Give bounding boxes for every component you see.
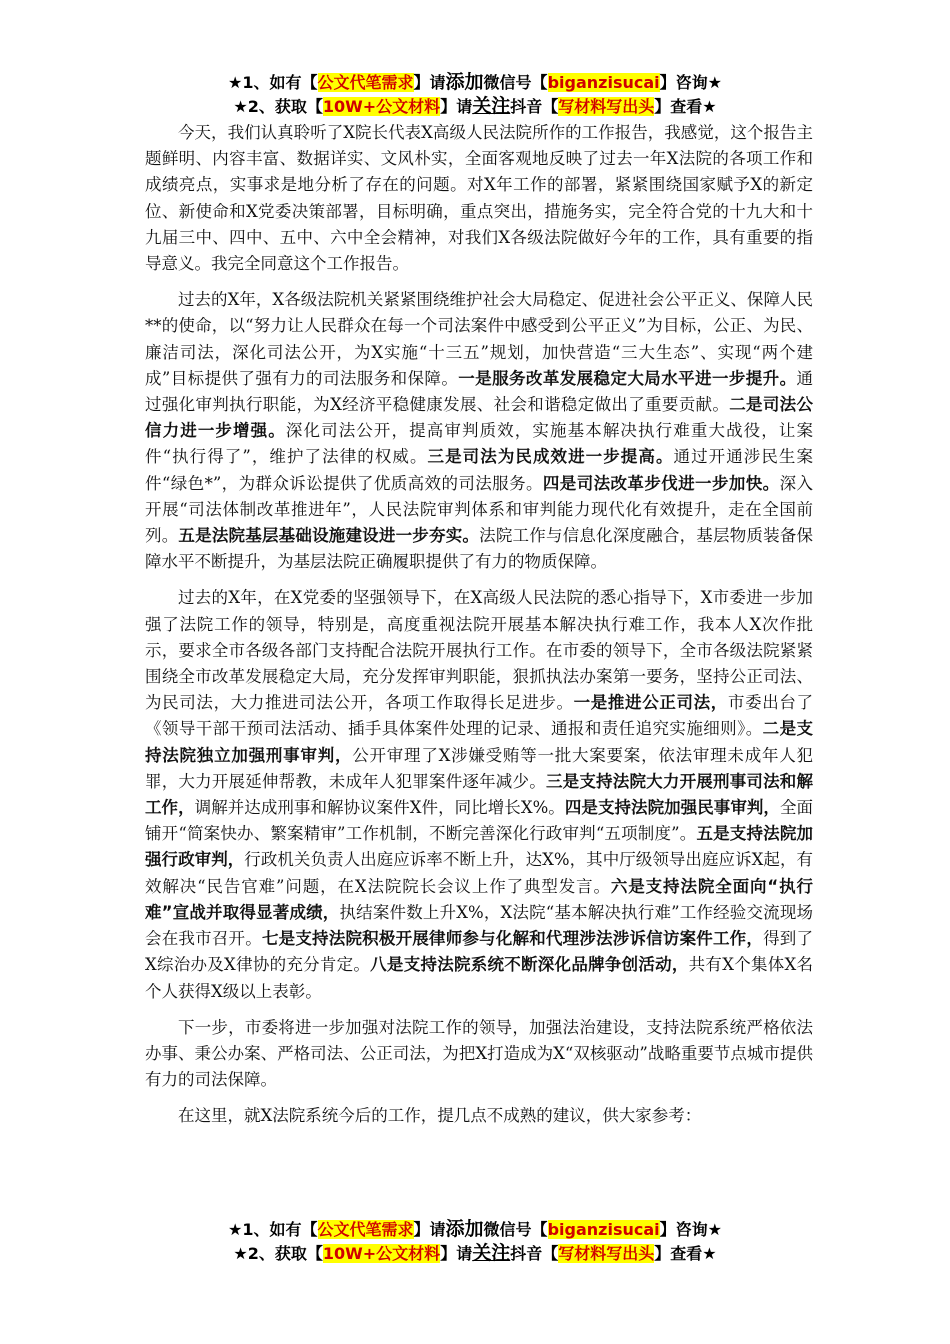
promo-line-douyin-footer bbox=[0, 1241, 950, 1266]
promo-text: 】请 bbox=[413, 1220, 446, 1239]
point-heading: 二是司法公信力进一步增强。 bbox=[145, 395, 814, 441]
point-heading: 六是支持法院全面向“执行难”宣战并取得显著成绩， bbox=[145, 876, 813, 922]
promo-emphasis: 关注 bbox=[472, 1242, 511, 1264]
promo-emphasis: 添加 bbox=[445, 71, 484, 93]
promo-text: ★1、如有【 bbox=[228, 1220, 318, 1239]
promo-emphasis: 添加 bbox=[445, 1218, 484, 1240]
point-heading: 四是支持法院加强民事审判， bbox=[564, 798, 780, 818]
paragraph-opening: 今天，我们认真聆听了X院长代表X高级人民法院所作的工作报告，我感觉，这个报告主题鲜明、内容丰富、数据详实、文风朴实，全面客观地反映了过去一年X法院的各项工作和成绩亮点，实事求是地分析了存在的问题。对X年工作的部署，紧紧围绕国家赋予X的新定位、新使命和X党委决策部署，目标明确，重点突出，措施务实，完全符合党的十九大和十九届三中、四中、五中、六中全会精神，对我们X各级法院做好今年的工作，具有重要的指导意义。我完全同意这个工作报告。 bbox=[145, 123, 813, 274]
paragraph-suggestions-intro: 在这里，就X法院系统今后的工作，提几点不成熟的建议，供大家参考： bbox=[178, 1106, 702, 1126]
promo-line-wechat bbox=[0, 70, 950, 95]
paragraph-next-steps: 下一步，市委将进一步加强对法院工作的领导，加强法治建设，支持法院系统严格依法办事、秉公办案、严格司法、公正司法，为把X打造成为X“双核驱动”战略重要节点城市提供有力的司法保障。 bbox=[145, 1017, 813, 1090]
promo-wechat-id: biganzisucai bbox=[547, 73, 660, 92]
promo-highlight: 公文代笔需求 bbox=[317, 1220, 414, 1239]
paragraph-court-achievements: 过去的X年，X各级法院机关紧紧围绕维护社会大局稳定、促进社会公平正义、保障人民**的使命，以“努力让人民群众在每一个司法案件中感受到公平正义”为目标，公正、为民、廉洁司法，深化司法公开，为X实施“十三五”规划，加快营造“三大生态”、实现“两个建成”目标提供了强有力的司法服务和保障。一是服务改革发展稳定大局水平进一步提升。通过强化审判执行职能，为X经济平稳健康发展、社会和谐稳定做出了重要贡献。二是司法公信力进一步增强。深化司法公开，提高审判质效，实施基本解决执行难重大战役，让案件“执行得了”，维护了法律的权威。三是司法为民成效进一步提高。通过开通涉民生案件“绿色*”，为群众诉讼提供了优质高效的司法服务。四是司法改革步伐进一步加快。深入开展“司法体制改革推进年”，人民法院审判体系和审判能力现代化有效提升，走在全国前列。五是法院基层基础设施建设进一步夯实。法院工作与信息化深度融合，基层物质装备保障水平不断提升，为基层法院正确履职提供了有力的物质保障。 bbox=[145, 290, 814, 572]
promo-text: 微信号【 bbox=[483, 1220, 548, 1239]
point-heading: 一是推进公正司法， bbox=[573, 693, 728, 713]
promo-text: 抖音【 bbox=[510, 97, 559, 116]
point-heading: 五是支持法院加强行政审判， bbox=[145, 824, 813, 870]
promo-text: ★2、获取【 bbox=[233, 97, 323, 116]
promo-highlight: 公文代笔需求 bbox=[317, 73, 414, 92]
promo-line-wechat-footer bbox=[0, 1217, 950, 1242]
promo-emphasis: 关注 bbox=[472, 95, 511, 117]
promo-text: 抖音【 bbox=[510, 1244, 559, 1263]
promo-douyin-id: 写材料写出头 bbox=[558, 97, 655, 116]
promo-wechat-id: biganzisucai bbox=[547, 1220, 660, 1239]
promo-highlight: 10W+公文材料 bbox=[322, 1244, 441, 1263]
point-heading: 七是支持法院积极开展律师参与化解和代理涉法涉诉信访案件工作， bbox=[261, 929, 764, 949]
body-text bbox=[145, 120, 813, 1130]
point-heading: 八是支持法院系统不断深化品牌争创活动， bbox=[370, 955, 689, 975]
promo-text: 】请 bbox=[440, 97, 473, 116]
promo-text: ★2、获取【 bbox=[233, 1244, 323, 1263]
promo-text: 】咨询★ bbox=[659, 1220, 722, 1239]
promo-text: 】查看★ bbox=[654, 97, 717, 116]
point-heading: 一是服务改革发展稳定大局水平进一步提升。 bbox=[458, 368, 797, 388]
promo-text: 】请 bbox=[440, 1244, 473, 1263]
point-heading: 五是法院基层基础设施建设进一步夯实。 bbox=[178, 526, 480, 546]
promo-douyin-id: 写材料写出头 bbox=[558, 1244, 655, 1263]
promo-text: 】咨询★ bbox=[659, 73, 722, 92]
promo-text: 】请 bbox=[413, 73, 446, 92]
promo-text: ★1、如有【 bbox=[228, 73, 318, 92]
point-heading: 四是司法改革步伐进一步加快。 bbox=[542, 473, 780, 493]
promo-text: 】查看★ bbox=[654, 1244, 717, 1263]
promo-line-douyin bbox=[0, 94, 950, 119]
promo-text: 微信号【 bbox=[483, 73, 548, 92]
point-heading: 二是支持法院独立加强刑事审判， bbox=[145, 719, 814, 765]
point-heading: 三是司法为民成效进一步提高。 bbox=[427, 447, 674, 467]
paragraph-party-support: 过去的X年，在X党委的坚强领导下，在X高级人民法院的悉心指导下，X市委进一步加强了法院工作的领导，特别是，高度重视法院开展基本解决执行难工作，我本人X次作批示，要求全市各级各部门支持配合法院开展执行工作。在市委的领导下，全市各级法院紧紧围绕全市改革发展稳定大局，充分发挥审判职能，狠抓执法办案第一要务，坚持公正司法、为民司法，大力推进司法公开，各项工作取得长足进步。一是推进公正司法，市委出台了《领导干部干预司法活动、插手具体案件处理的记录、通报和责任追究实施细则》。二是支持法院独立加强刑事审判，公开审理了X涉嫌受贿等一批大案要案，依法审理未成年人犯罪，大力开展延伸帮教，未成年人犯罪案件逐年减少。三是支持法院大力开展刑事司法和解工作，调解并达成刑事和解协议案件X件，同比增长X%。四是支持法院加强民事审判，全面铺开“简案快办、繁案精审”工作机制，不断完善深化行政审判“五项制度”。五是支持法院加强行政审判，行政机关负责人出庭应诉率不断上升，达X%，其中厅级领导出庭应诉X起，有效解决“民告官难”问题，在X法院院长会议上作了典型发言。六是支持法院全面向“执行难”宣战并取得显著成绩，执结案件数上升X%，X法院“基本解决执行难”工作经验交流现场会在我市召开。七是支持法院积极开展律师参与化解和代理涉法涉诉信访案件工作，得到了X综治办及X律协的充分肯定。八是支持法院系统不断深化品牌争创活动，共有X个集体X名个人获得X级以上表彰。 bbox=[145, 588, 814, 1001]
promo-highlight: 10W+公文材料 bbox=[322, 97, 441, 116]
point-heading: 三是支持法院大力开展刑事司法和解工作， bbox=[145, 771, 814, 818]
